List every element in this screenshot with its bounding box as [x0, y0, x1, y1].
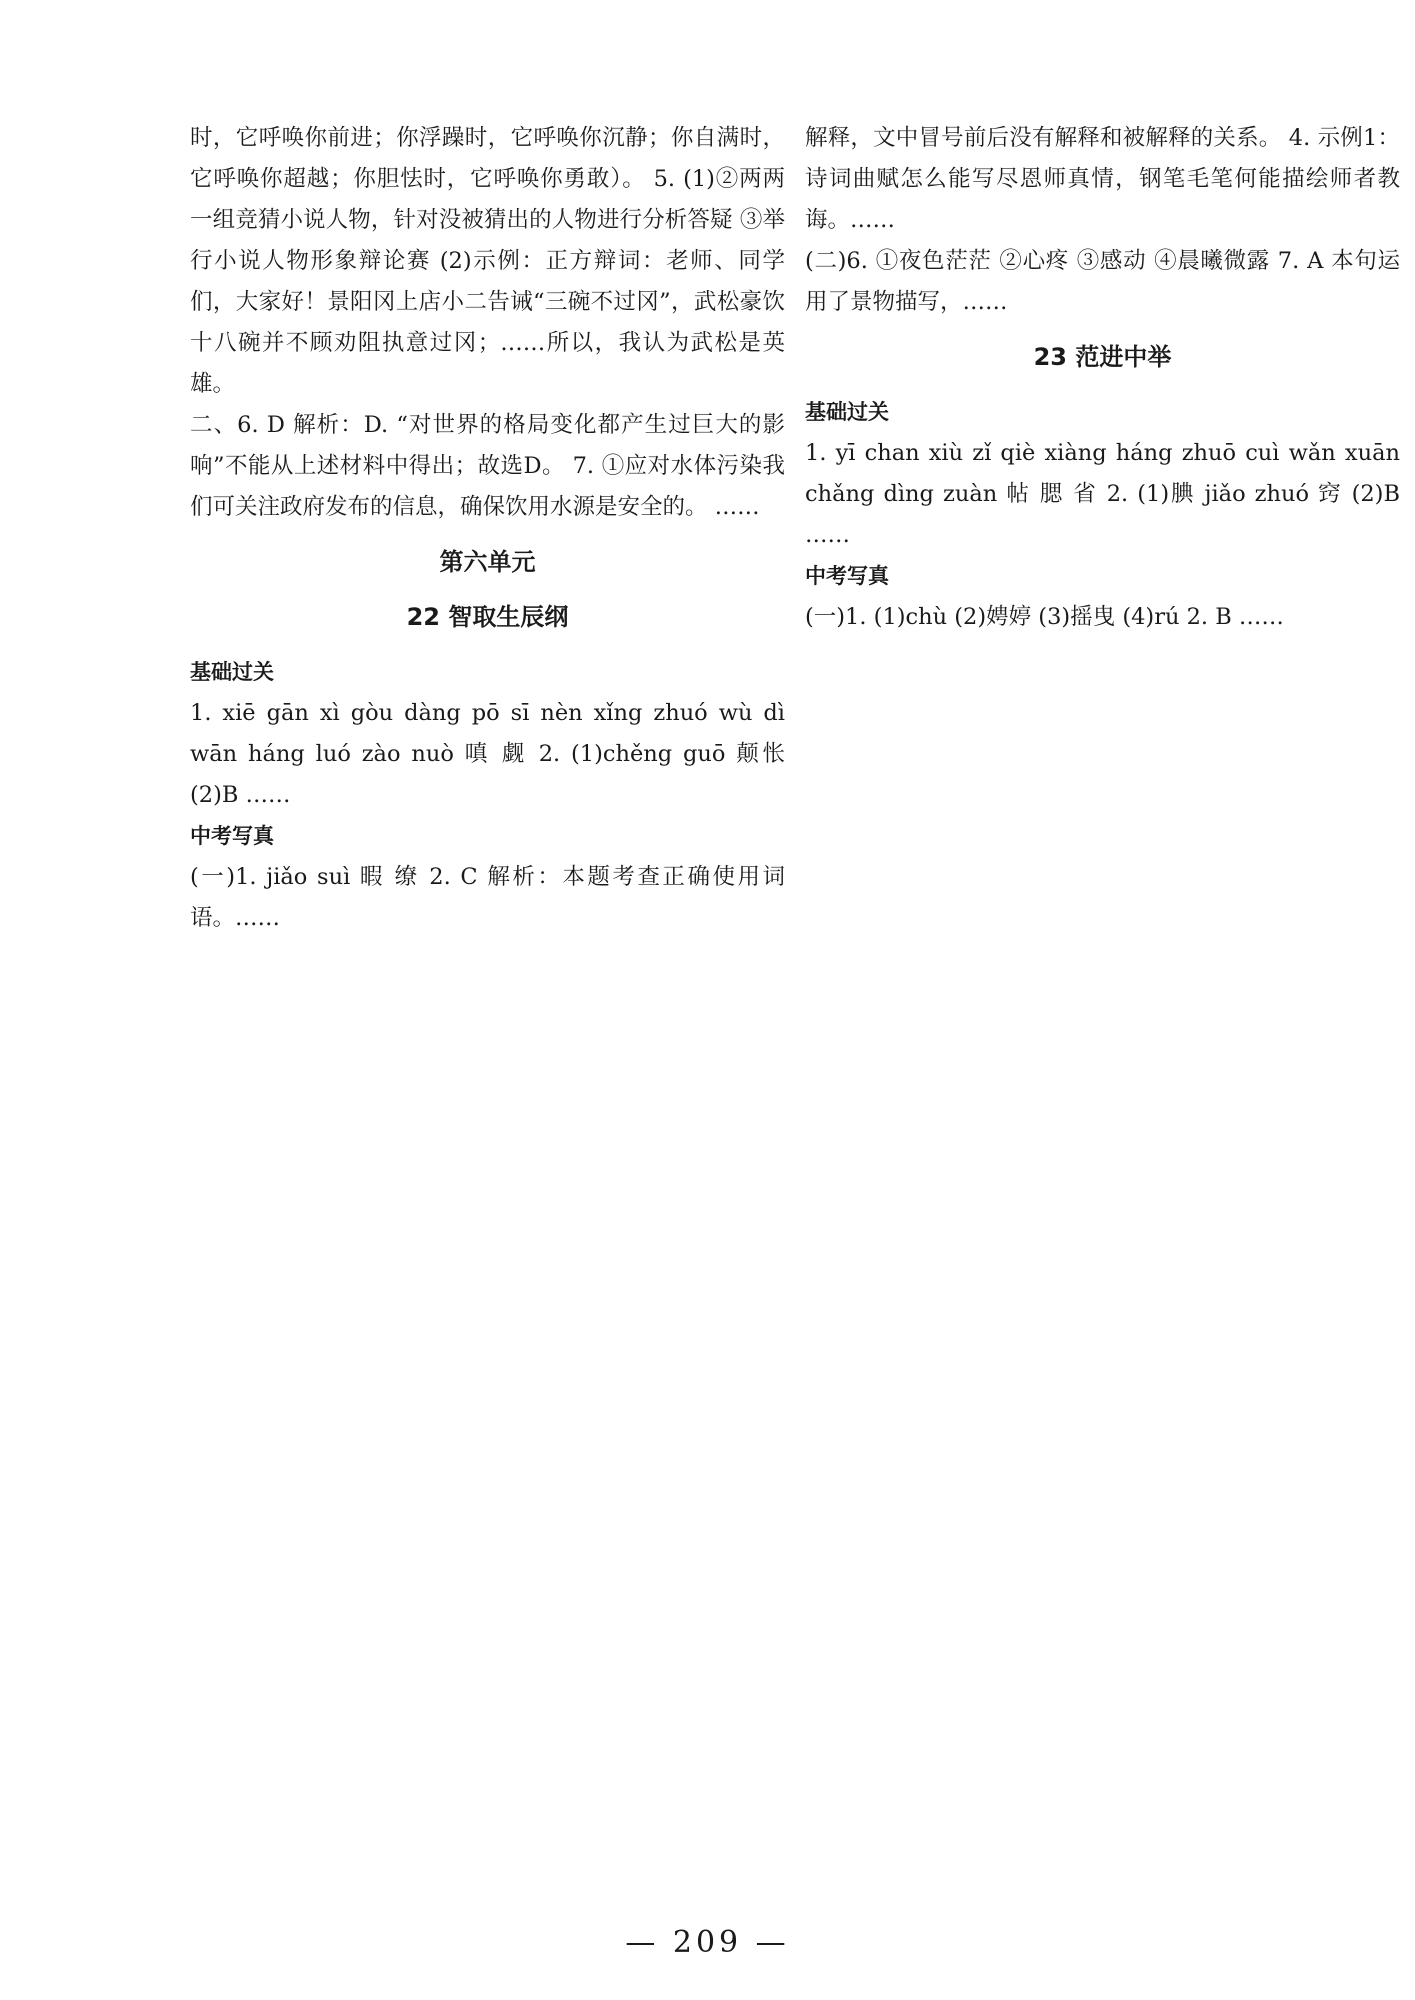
- lesson-23-heading: 23 范进中举: [1033, 343, 1172, 371]
- right-basic-label: 基础过关: [805, 400, 889, 424]
- unit-heading: 第六单元: [439, 548, 536, 576]
- left-column: [190, 118, 785, 939]
- right-column: [805, 118, 1400, 638]
- right-basic-text: 1. yī chan xiù zǐ qiè xiàng háng zhuō cuì wǎn xuān chǎng dìng zuàn 帖 腮 省 2. (1)腆 jiǎo zhuó 窍 (2)B ……: [805, 440, 1400, 548]
- left-exam-text: (一)1. jiǎo suì 暇 缭 2. C 解析：本题考查正确使用词语。……: [190, 864, 785, 931]
- right-paragraph-1: 解释，文中冒号前后没有解释和被解释的关系。 4. 示例1：诗词曲赋怎么能写尽恩师真情，钢笔毛笔何能描绘师者教诲。……: [805, 125, 1400, 233]
- left-exam-label: 中考写真: [190, 824, 274, 848]
- left-paragraph-1: 时，它呼唤你前进；你浮躁时，它呼唤你沉静；你自满时，它呼唤你超越；你胆怯时，它呼唤你勇敢）。 5. (1)②两两一组竞猜小说人物，针对没被猜出的人物进行分析答疑 ③举行小说人物形象辩论赛 (2)示例：正方辩词：老师、同学们，大家好！景阳冈上店小二告诫“三碗不过冈”，武松豪饮十八碗并不顾劝阻执意过冈；……所以，我认为武松是英雄。: [190, 125, 785, 397]
- left-paragraph-2: 二、6. D 解析：D. “对世界的格局变化都产生过巨大的影响”不能从上述材料中得出；故选D。 7. ①应对水体污染我们可关注政府发布的信息，确保饮用水源是安全的。 ……: [190, 412, 785, 520]
- lesson-22-heading: 22 智取生辰纲: [406, 603, 569, 631]
- right-exam-text: (一)1. (1)chù (2)娉婷 (3)摇曳 (4)rú 2. B ……: [805, 604, 1284, 630]
- left-basic-label: 基础过关: [190, 660, 274, 684]
- page-number: — 209 —: [625, 1925, 790, 1960]
- right-paragraph-2: (二)6. ①夜色茫茫 ②心疼 ③感动 ④晨曦微露 7. A 本句运用了景物描写，……: [805, 248, 1400, 315]
- left-basic-text: 1. xiē gān xì gòu dàng pō sī nèn xǐng zhuó wù dì wān háng luó zào nuò 嗔 觑 2. (1)chěng guō 颠怅 (2)B ……: [190, 700, 785, 808]
- right-exam-label: 中考写真: [805, 564, 889, 588]
